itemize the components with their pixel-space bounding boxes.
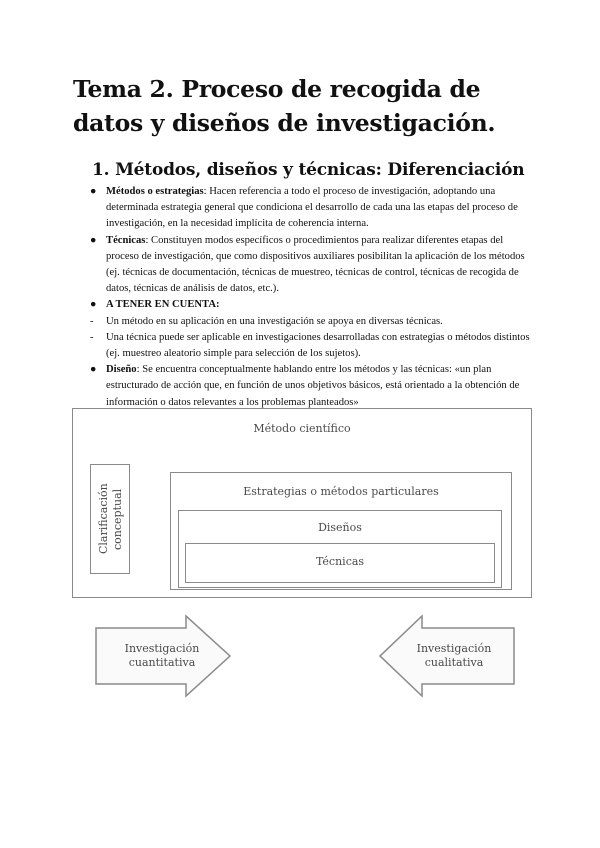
list-item <box>90 297 530 313</box>
techniques-box <box>185 543 495 583</box>
conceptual-clarification-label <box>97 469 125 569</box>
list-item <box>90 314 530 330</box>
side-label-line2: conceptual <box>111 488 124 550</box>
qualitative-label-line2: cualitativa <box>424 656 484 669</box>
definition: : Se encuentra conceptualmente hablando entre los métodos y las técnicas: «un plan estructurado de acción que, en función de unos objetivos básicos, está orientado a la obtención de información o datos relevantes a los problemas planteados» <box>106 364 520 408</box>
term: Métodos o estrategias <box>106 186 204 197</box>
list-item <box>90 233 530 298</box>
scientific-method-label: Método científico <box>253 422 351 435</box>
term: A TENER EN CUENTA: <box>106 299 220 311</box>
section-heading: 1. Métodos, diseños y técnicas: Diferenciación <box>92 160 525 180</box>
list-item <box>90 362 530 411</box>
section-body <box>90 184 530 411</box>
list-marker: - <box>90 331 94 343</box>
list-marker: ● <box>90 186 97 197</box>
quantitative-label-line2: cuantitativa <box>128 656 196 669</box>
side-label-line1: Clarificación <box>97 483 110 555</box>
list-item <box>90 330 530 362</box>
term: Técnicas <box>106 234 146 246</box>
definition: : Hacen referencia a todo el proceso de investigación, adoptando una determinada estrategia general que condiciona el desarrollo de cada una las etapas del proceso de investigación, en la necesidad implícita de coherencia interna. <box>106 186 518 230</box>
techniques-label: Técnicas <box>315 555 365 568</box>
method-diagram <box>72 408 532 698</box>
page-title: Tema 2. Proceso de recogida de datos y diseños de investigación. <box>73 75 496 137</box>
list-marker: ● <box>90 234 97 246</box>
strategies-label: Estrategias o métodos particulares <box>243 485 439 498</box>
conceptual-clarification-box <box>90 464 130 574</box>
qualitative-label-line1: Investigación <box>416 642 492 655</box>
list-marker: ● <box>90 299 97 311</box>
definition: Un método en su aplicación en una investigación se apoya en diversas técnicas. <box>106 315 443 327</box>
definition: : Constituyen modos específicos o procedimientos para realizar diferentes etapas del proceso de investigación, que como dispositivos auxiliares posibilitan la aplicación de los métodos (ej. técnicas de documentación, técnicas de muestreo, técnicas de control, técnicas de recogida de datos, técnicas de análisis de datos, etc.). <box>106 234 525 295</box>
quantitative-label-line1: Investigación <box>124 642 200 655</box>
definition: Una técnica puede ser aplicable en investigaciones desarrolladas con estrategias o métodos distintos (ej. muestreo aleatorio simple para selección de los sujetos). <box>106 331 530 360</box>
list-marker: - <box>90 315 94 327</box>
list-item <box>90 184 530 233</box>
term: Diseño <box>106 364 137 376</box>
arrows-svg <box>72 608 532 698</box>
designs-label: Diseños <box>318 521 362 534</box>
list-marker: ● <box>90 364 97 376</box>
